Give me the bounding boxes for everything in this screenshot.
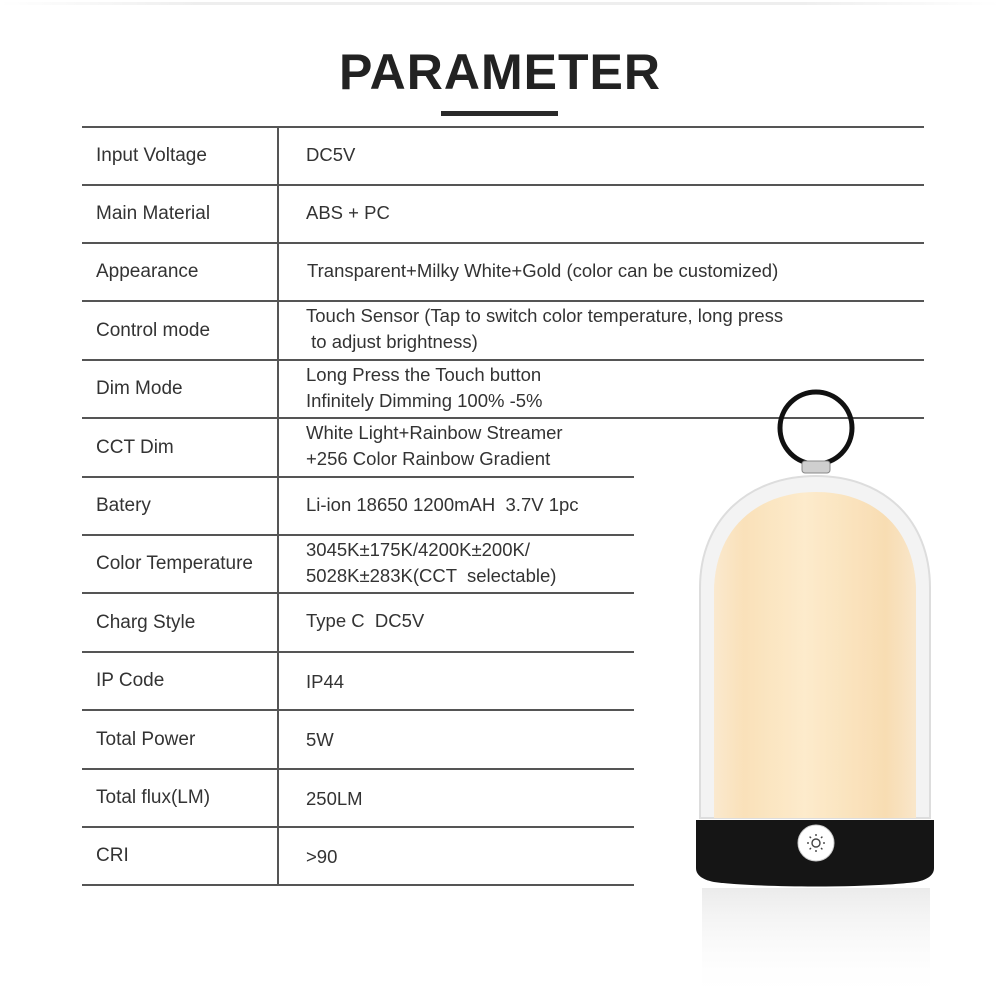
lamp-reflection [702, 888, 930, 1000]
spec-value-line: Long Press the Touch button [306, 364, 542, 385]
table-row-divider [82, 768, 634, 770]
table-row-divider [82, 534, 634, 536]
spec-value-line: 5028K±283K(CCT selectable) [306, 565, 557, 586]
spec-value-line: +256 Color Rainbow Gradient [306, 448, 551, 469]
spec-value [306, 362, 542, 414]
spec-value-line: Infinitely Dimming 100% -5% [306, 390, 543, 411]
spec-label: Appearance [96, 261, 199, 282]
spec-value-line: Li-ion 18650 1200mAH 3.7V 1pc [306, 494, 579, 515]
table-row-divider [82, 709, 634, 711]
touch-button [798, 825, 834, 861]
spec-value [306, 786, 363, 812]
spec-value [306, 608, 424, 634]
spec-value-line: 5W [306, 729, 334, 750]
spec-label: Charg Style [96, 611, 196, 633]
spec-label: CCT Dim [96, 436, 174, 458]
table-row-divider [82, 826, 634, 828]
spec-label: Main Material [96, 203, 211, 224]
spec-value-line: Touch Sensor (Tap to switch color temperature, long press [306, 305, 784, 326]
spec-label: IP Code [96, 670, 165, 691]
spec-value [306, 200, 390, 226]
table-column-divider [277, 126, 279, 885]
spec-label: Input Voltage [96, 145, 207, 166]
spec-value-line: ABS + PC [306, 202, 390, 223]
spec-value [306, 727, 334, 753]
spec-label: Total flux(LM) [96, 787, 211, 808]
spec-value-line: to adjust brightness) [306, 331, 478, 352]
spec-value [306, 669, 344, 695]
lamp-handle [780, 392, 852, 464]
spec-label: Total Power [96, 728, 196, 750]
table-row-divider [82, 884, 634, 886]
spec-value [306, 142, 355, 168]
spec-label: Batery [96, 495, 151, 516]
page-title: PARAMETER [339, 44, 661, 100]
spec-value [306, 844, 337, 870]
spec-label: Control mode [96, 319, 211, 341]
spec-value-line: White Light+Rainbow Streamer [306, 422, 563, 443]
table-row-divider [82, 476, 634, 478]
lamp-handle-clip [802, 461, 830, 473]
spec-value-line: DC5V [306, 144, 356, 165]
spec-value [306, 303, 783, 355]
table-row-divider [82, 651, 634, 653]
table-row-divider [82, 184, 924, 186]
spec-value [306, 492, 579, 518]
spec-value-line: 3045K±175K/4200K±200K/ [306, 539, 530, 560]
spec-value [307, 258, 778, 284]
spec-value [306, 537, 556, 589]
table-row-divider [82, 242, 924, 244]
table-row-divider [82, 592, 634, 594]
table-row-divider [82, 359, 924, 361]
spec-value-line: 250LM [306, 788, 363, 809]
spec-label: Color Temperature [96, 553, 254, 574]
spec-label: Dim Mode [96, 378, 183, 399]
spec-value-line: Type C DC5V [306, 610, 425, 631]
table-row-divider [82, 300, 924, 302]
spec-label: CRI [96, 845, 129, 866]
spec-value-line: >90 [306, 846, 338, 867]
lamp-product-image [690, 388, 940, 1000]
table-row-divider [82, 126, 924, 128]
spec-value-line: IP44 [306, 671, 345, 692]
spec-value [306, 420, 563, 472]
spec-value-line: Transparent+Milky White+Gold (color can be customized) [307, 260, 779, 281]
